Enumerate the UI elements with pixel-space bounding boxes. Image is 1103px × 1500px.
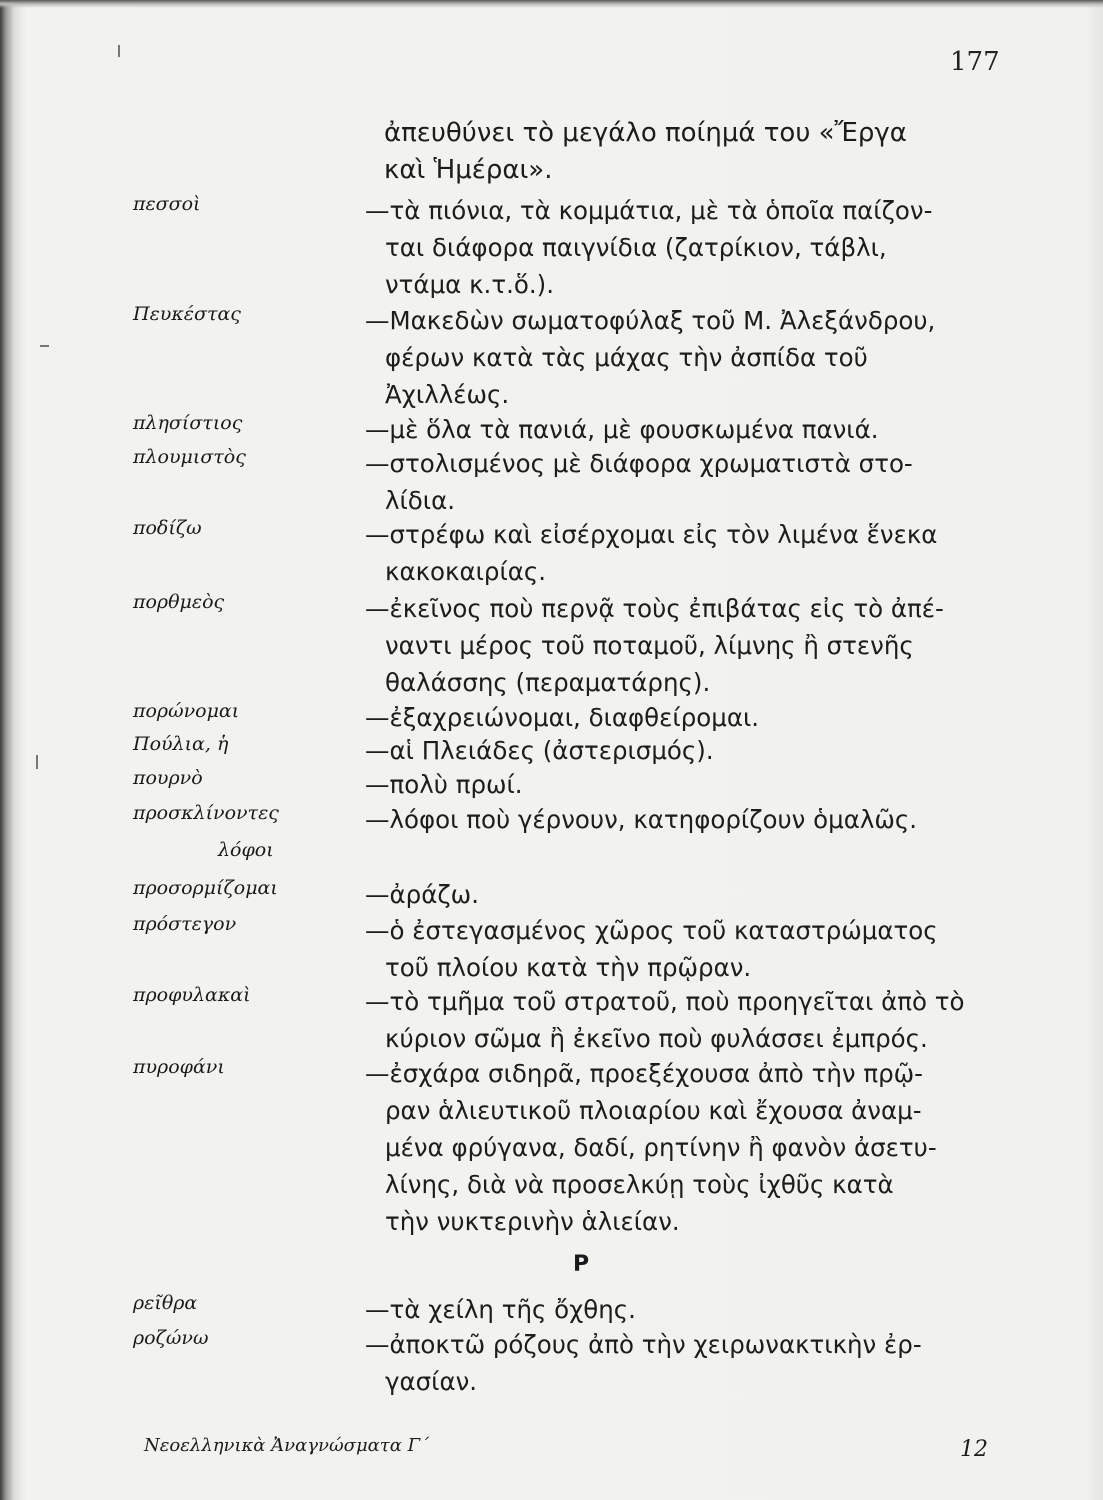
entry-term: προσορμίζομαι	[133, 877, 278, 899]
entry-definition	[365, 411, 1005, 448]
entry-term: πορώνομαι	[133, 700, 240, 722]
page-number: 177	[950, 47, 1000, 77]
entry-definition	[365, 1055, 1005, 1240]
definition-line: —στολισμένος μὲ διάφορα χρωματιστὰ στο-	[365, 449, 913, 478]
entry-term: πουρνὸ	[133, 767, 203, 789]
entry-term: ροζώνω	[133, 1327, 209, 1349]
continuation-line: ἀπευθύνει τὸ μεγάλο ποίημά του «Ἔργα	[384, 118, 907, 148]
definition-line: κακοκαιρίας.	[385, 557, 547, 586]
book-title-footer: Νεοελληνικὰ Ἀναγνώσματα Γ΄	[144, 1435, 430, 1456]
entry-term: πλησίστιος	[133, 412, 243, 434]
entry-definition	[365, 876, 1005, 913]
definition-line: Ἀχιλλέως.	[385, 380, 510, 409]
entry-term: ρεῖθρα	[133, 1292, 198, 1314]
entry-definition	[365, 590, 1005, 701]
definition-line: μένα φρύγανα, δαδί, ρητίνην ἢ φανὸν ἀσετυ-	[385, 1133, 937, 1162]
entry-term: προσκλίνοντες	[133, 802, 279, 824]
definition-line: ται διάφορα παιγνίδια (ζατρίκιον, τάβλι,	[385, 233, 887, 262]
entry-definition	[365, 192, 1005, 303]
definition-line: φέρων κατὰ τὰς μάχας τὴν ἀσπίδα τοῦ	[385, 343, 868, 372]
definition-line: —ἐκεῖνος ποὺ περνᾷ τοὺς ἐπιβάτας εἰς τὸ ἀπέ-	[365, 594, 944, 623]
entry-term: πρόστεγον	[133, 913, 237, 935]
entry-term: προφυλακαὶ	[133, 984, 251, 1006]
definition-line: —ἐξαχρειώνομαι, διαφθείρομαι.	[365, 703, 760, 732]
definition-line: —μὲ ὅλα τὰ πανιά, μὲ φουσκωμένα πανιά.	[365, 415, 879, 444]
margin-mark	[40, 345, 49, 347]
definition-line: θαλάσσης (περαματάρης).	[385, 668, 711, 697]
definition-line: ραν ἁλιευτικοῦ πλοιαρίου καὶ ἔχουσα ἀναμ-	[385, 1096, 922, 1125]
definition-line: —πολὺ πρωί.	[365, 770, 523, 799]
entry-term: πορθμεὸς	[133, 591, 225, 613]
definition-line: —τὸ τμῆμα τοῦ στρατοῦ, ποὺ προηγεῖται ἀπὸ τὸ	[365, 987, 965, 1016]
entry-term: πυροφάνι	[133, 1056, 225, 1078]
entry-definition	[365, 1291, 1005, 1328]
entry-definition	[365, 302, 1005, 413]
entry-definition	[365, 1326, 1005, 1400]
definition-line: —ἀποκτῶ ρόζους ἀπὸ τὴν χειρωνακτικὴν ἐρ-	[365, 1330, 922, 1359]
definition-line: —τὰ πιόνια, τὰ κομμάτια, μὲ τὰ ὁποῖα παίζον-	[365, 196, 933, 225]
section-letter: Ρ	[573, 1252, 590, 1277]
definition-line: ναντι μέρος τοῦ ποταμοῦ, λίμνης ἢ στενῆς	[385, 631, 914, 660]
definition-line: —ἐσχάρα σιδηρᾶ, προεξέχουσα ἀπὸ τὴν πρῷ-	[365, 1059, 923, 1088]
entry-term-continued: λόφοι	[218, 839, 274, 861]
definition-line: —αἱ Πλειάδες (ἀστερισμός).	[365, 736, 714, 765]
definition-line: τὴν νυκτερινὴν ἁλιείαν.	[385, 1207, 680, 1236]
entry-definition	[365, 983, 1005, 1057]
entry-term: Πευκέστας	[133, 303, 241, 325]
entry-term: Πούλια, ἡ	[133, 733, 229, 755]
definition-line: λίδια.	[385, 486, 456, 515]
entry-definition	[365, 732, 1005, 769]
continuation-line: καὶ Ἡμέραι».	[384, 155, 553, 185]
definition-line: κύριον σῶμα ἢ ἐκεῖνο ποὺ φυλάσσει ἐμπρός.	[385, 1024, 928, 1053]
definition-line: λίνης, διὰ νὰ προσελκύῃ τοὺς ἰχθῦς κατὰ	[385, 1170, 894, 1199]
entry-definition	[365, 699, 1005, 736]
definition-line: —τὰ χείλη τῆς ὄχθης.	[365, 1295, 636, 1324]
definition-line: —Μακεδὼν σωματοφύλαξ τοῦ Μ. Ἀλεξάνδρου,	[365, 306, 936, 335]
margin-mark	[36, 755, 38, 769]
entry-definition	[365, 516, 1005, 590]
entry-term: πεσσοὶ	[133, 193, 201, 215]
entry-definition	[365, 912, 1005, 986]
definition-line: —ἀράζω.	[365, 880, 479, 909]
entry-definition	[365, 766, 1005, 803]
definition-line: ντάμα κ.τ.ὅ.).	[385, 270, 554, 299]
definition-line: τοῦ πλοίου κατὰ τὴν πρῷραν.	[385, 953, 752, 982]
definition-line: —λόφοι ποὺ γέρνουν, κατηφορίζουν ὁμαλῶς.	[365, 805, 918, 834]
definition-line: γασίαν.	[385, 1367, 478, 1396]
entry-term: ποδίζω	[133, 517, 202, 539]
entry-definition	[365, 801, 1005, 838]
entry-term: πλουμιστὸς	[133, 446, 246, 468]
definition-line: —στρέφω καὶ εἰσέρχομαι εἰς τὸν λιμένα ἕνεκα	[365, 520, 938, 549]
entry-definition	[365, 445, 1005, 519]
page-top-edge	[0, 0, 1103, 8]
signature-number: 12	[960, 1437, 988, 1462]
margin-mark	[118, 45, 120, 57]
definition-line: —ὁ ἐστεγασμένος χῶρος τοῦ καταστρώματος	[365, 916, 938, 945]
